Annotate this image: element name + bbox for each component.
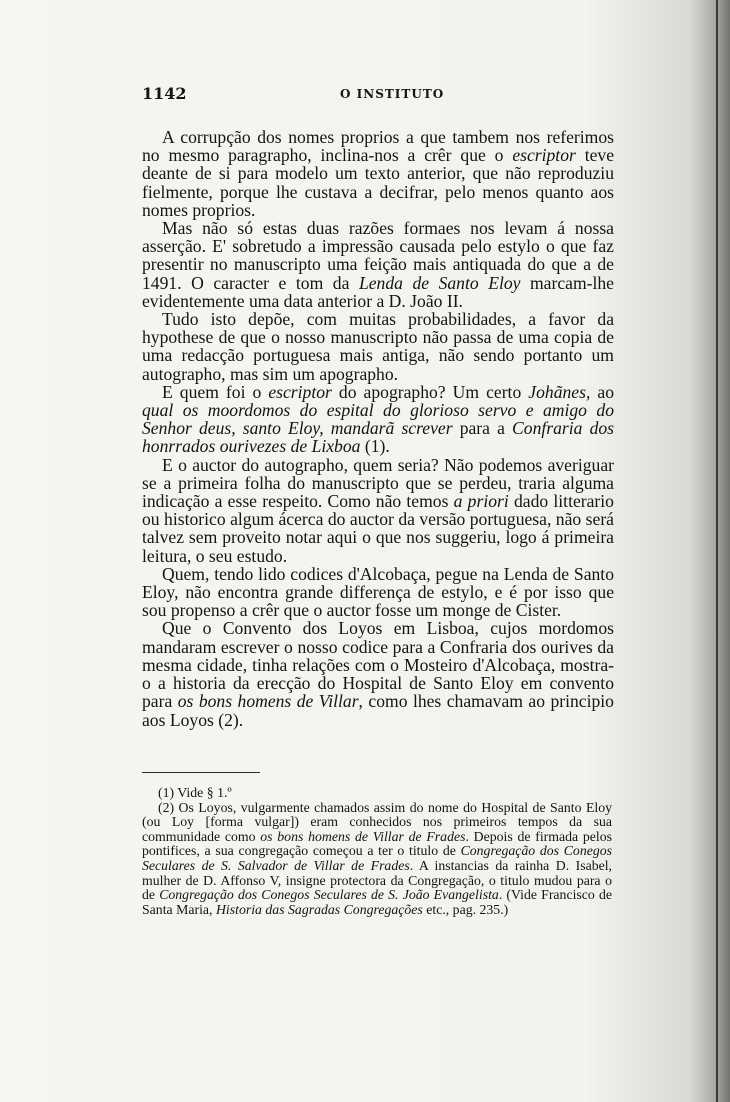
paragraph — [142, 310, 614, 383]
italic-text: os bons homens de Villar de Frades — [260, 828, 466, 844]
text-run: A corrupção dos nomes proprios a que tambem nos referimos no mesmo paragrapho, inclina-nos a crêr que o — [142, 127, 614, 166]
paragraph — [142, 619, 614, 728]
footnote-separator — [142, 772, 260, 773]
italic-text: escriptor — [512, 145, 576, 166]
paragraph — [142, 565, 614, 620]
text-run: (1). — [360, 436, 390, 457]
main-text — [142, 128, 614, 729]
italic-text: Johãnes — [528, 381, 586, 402]
text-run: E quem foi o — [162, 381, 269, 402]
page-header — [142, 84, 612, 108]
text-run: para a — [452, 418, 513, 439]
text-run: E o auctor do autographo, quem seria? Não podemos averiguar se a primeira folha do manuscripto que se perdeu, traria alguma indicação a esse respeito. Como não temos — [142, 454, 614, 512]
footnote — [142, 801, 612, 918]
paragraph — [142, 383, 614, 456]
italic-text: a priori — [453, 491, 509, 512]
italic-text: escriptor — [268, 381, 332, 402]
text-run: , como lhes chamavam ao principio aos Loyos (2). — [142, 691, 614, 730]
text-run: Tudo isto depõe, com muitas probabilidades, a favor da hypothese de que o nosso manuscripto não passa de uma copia de uma redacção portuguesa mais antiga, não sendo portanto um autographo, mas sim um apographo. — [142, 309, 614, 384]
paragraph — [142, 128, 614, 219]
text-run: dado litterario ou historico algum ácerca do auctor da versão portuguesa, não será talvez sem proveito notar aqui o que nos suggeriu, logo á primeira leitura, o seu estudo. — [142, 491, 614, 566]
italic-text: Confraria dos honrrados ourivezes de Lixboa — [142, 418, 615, 457]
text-run: (1) Vide § 1.º — [158, 785, 232, 800]
text-run: . Depois de firmada pelos pontifices, a sua congregação começou a ter o titulo de — [142, 828, 612, 859]
text-run: etc., pag. 235.) — [422, 901, 509, 917]
paragraph — [142, 456, 614, 565]
scan-border-line — [716, 0, 718, 1102]
footnote — [142, 786, 612, 801]
footnotes — [142, 786, 612, 917]
text-run: Que o Convento dos Loyos em Lisboa, cujos mordomos mandaram escrever o nosso codice para a Confraria dos ourives da mesma cidade, tinha relações com o Mosteiro d'Alcobaça, mostra-o a historia da erecção do Hospital de Santo Eloy em convento para — [142, 618, 614, 712]
italic-text: Historia das Sagradas Congregações — [215, 901, 423, 917]
text-run: Quem, tendo lido codices d'Alcobaça, pegue na Lenda de Santo Eloy, não encontra grande differença de estylo, e é por isso que sou propenso a crêr que o auctor fosse um monge de Cister. — [142, 563, 614, 621]
text-run: marcam-lhe evidentemente uma data anterior a D. João II. — [142, 272, 614, 311]
paragraph — [142, 219, 614, 310]
page-number: 1142 — [142, 84, 187, 103]
italic-text: Congregação dos Conegos Seculares de S. João Evangelista — [159, 887, 499, 903]
text-run: (2) Os Loyos, vulgarmente chamados assim do nome do Hospital de Santo Eloy (ou Loy [forma vulgar]) eram conhecidos nos primeiros tempos da sua communidade como — [142, 799, 612, 844]
italic-text: Lenda de Santo Eloy — [358, 272, 521, 293]
italic-text: qual os moordomos do espital do glorioso servo e amigo do Senhor deus, santo Eloy, mandarã screver — [142, 400, 614, 439]
text-run: . A instancias da rainha D. Isabel, mulher de D. Affonso V, insigne protectora da Congregação, o titulo mudou para o de — [142, 857, 612, 903]
italic-text: Congregação dos Conegos Seculares de S. Salvador de Villar de Frades — [142, 843, 613, 873]
text-run: do apographo? Um certo — [331, 381, 529, 402]
text-run: . (Vide Francisco de Santa Maria, — [142, 887, 612, 917]
page-edge-shadow — [690, 0, 730, 1102]
text-run: , ao — [585, 381, 614, 402]
running-title: O INSTITUTO — [340, 87, 445, 101]
italic-text: os bons homens de Villar — [177, 691, 359, 712]
text-run: Mas não só estas duas razões formaes nos levam á nossa asserção. E' sobretudo a impressão causada pelo estylo o que faz presentir no manuscripto uma feição mais antiquada do que a de 1491. O caracter e tom da — [142, 218, 614, 293]
text-run: teve deante de si para modelo um texto anterior, que não reproduziu fielmente, porque lhe custava a decifrar, pelo menos quanto aos nomes proprios. — [142, 145, 615, 220]
